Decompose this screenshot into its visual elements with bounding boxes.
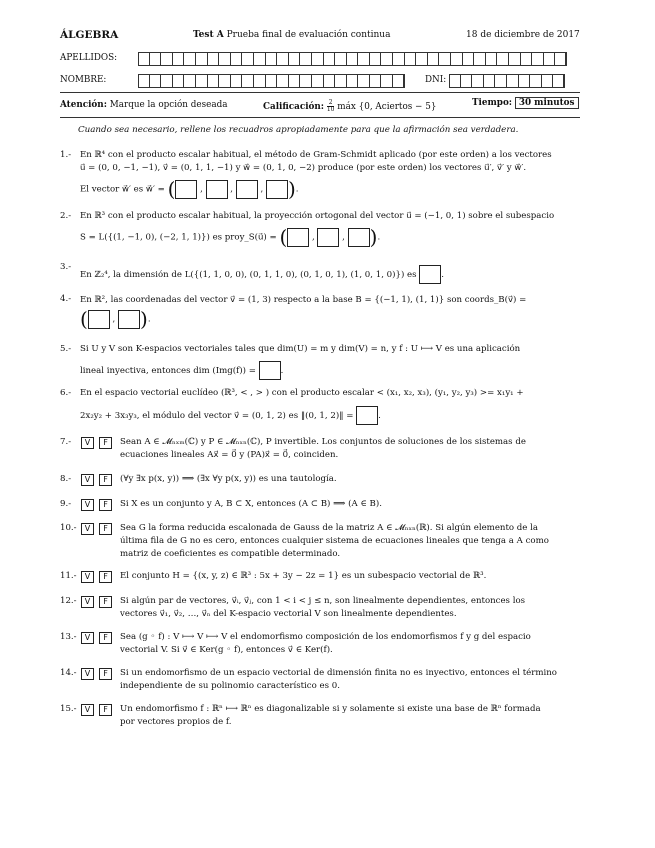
answer-line: ( , ). xyxy=(80,307,151,331)
question-text: Sean A ∈ 𝓜ₙₓₘ(ℂ) y P ∈ 𝓜ₙₓₙ(ℂ), P invertible. Los conjuntos de soluciones de los sistemas de xyxy=(120,437,526,447)
true-box[interactable]: V xyxy=(81,499,94,511)
false-box[interactable]: F xyxy=(99,571,112,583)
instruction-text: Cuando sea necesario, rellene los recuadros apropiadamente para que la afirmación sea verdadera. xyxy=(78,125,519,135)
test-title xyxy=(193,30,390,42)
question-text: Si un endomorfismo de un espacio vectorial de dimensión finita no es inyectivo, entonces el término xyxy=(120,668,557,678)
answer-box[interactable] xyxy=(259,361,281,380)
question-3 xyxy=(60,262,580,288)
grade-formula: máx {0, Aciertos − 5} xyxy=(337,102,437,112)
question-6 xyxy=(60,388,580,428)
dni-label: DNI: xyxy=(425,75,447,85)
divider-bottom xyxy=(60,117,580,118)
question-text: En ℝ², las coordenadas del vector v⃗ = (1, 3) respecto a la base B = {(−1, 1), (1, 1)} son coords_B(v⃗) = xyxy=(80,295,527,305)
question-number: 13.- xyxy=(60,632,77,642)
answer-box[interactable] xyxy=(266,180,288,199)
question-text: ecuaciones lineales Ax⃗ = 0⃗ y (PA)x⃗ = 0⃗, coinciden. xyxy=(120,450,339,460)
answer-line: El vector w⃗′ es w⃗′ = ( , , , ). xyxy=(80,177,299,201)
answer-box[interactable] xyxy=(317,228,339,247)
question-text: Si U y V son K-espacios vectoriales tales que dim(U) = m y dim(V) = n, y f : U ⟼ V es una aplicación xyxy=(80,344,521,354)
answer-line: 2x₂y₂ + 3x₃y₃, el módulo del vector v⃗ = (0, 1, 2) es ‖(0, 1, 2)‖ = . xyxy=(80,406,580,425)
question-text: (∀y ∃x p(x, y)) ⟹ (∃x ∀y p(x, y)) es una tautología. xyxy=(120,474,337,484)
question-number: 12.- xyxy=(60,596,77,606)
answer-line: En ℤ₂⁴, la dimensión de L({(1, 1, 0, 0), (0, 1, 1, 0), (0, 1, 0, 1), (1, 0, 1, 0)}) es . xyxy=(80,265,580,284)
divider-top xyxy=(60,92,580,93)
question-number: 7.- xyxy=(60,437,72,447)
true-box[interactable]: V xyxy=(81,704,94,716)
question-text: por vectores propios de f. xyxy=(120,717,232,727)
question-number: 5.- xyxy=(60,344,72,354)
question-11 xyxy=(60,571,580,587)
question-number: 4.- xyxy=(60,294,72,304)
question-text: 2x₂y₂ + 3x₃y₃, el módulo del vector v⃗ = (0, 1, 2) es ‖(0, 1, 2)‖ = xyxy=(80,411,354,421)
false-box[interactable]: F xyxy=(99,523,112,535)
question-number: 6.- xyxy=(60,388,72,398)
question-text: matriz de coeficientes es compatible determinado. xyxy=(120,549,341,559)
question-text: Un endomorfismo f : ℝⁿ ⟼ ℝⁿ es diagonalizable si y solamente si existe una base de ℝⁿ formada xyxy=(120,704,541,714)
question-text: independiente de su polinomio característico es 0. xyxy=(120,681,340,691)
question-10 xyxy=(60,523,580,563)
question-text: El conjunto H = {(x, y, z) ∈ ℝ³ : 5x + 3y − 2z = 1} es un subespacio vectorial de ℝ³. xyxy=(120,571,487,581)
apellidos-label: APELLIDOS: xyxy=(60,53,118,63)
nombre-label: NOMBRE: xyxy=(60,75,107,85)
attention xyxy=(60,100,227,111)
question-text: S = L({(1, −1, 0), (−2, 1, 1)}) es proy_S(u⃗) = xyxy=(80,232,277,243)
false-box[interactable]: F xyxy=(99,668,112,680)
question-text: En ℝ³ con el producto escalar habitual, la proyección ortogonal del vector u⃗ = (−1, 0, 1) sobre el subespacio xyxy=(80,211,555,221)
answer-line: S = L({(1, −1, 0), (−2, 1, 1)}) es proy_S(u⃗) = ( , , ). xyxy=(80,225,381,249)
question-text: vectorial V. Si v⃗ ∈ Ker(g ◦ f), entonces v⃗ ∈ Ker(f). xyxy=(120,645,333,655)
question-12 xyxy=(60,596,580,624)
question-text: Si algún par de vectores, v⃗ᵢ, v⃗ⱼ, con 1 < i < j ≤ n, son linealmente dependientes, entonces los xyxy=(120,596,526,606)
test-subtitle: Prueba final de evaluación continua xyxy=(226,30,391,40)
question-text: El vector w⃗′ es w⃗′ = xyxy=(80,184,165,195)
question-7 xyxy=(60,437,580,465)
question-number: 2.- xyxy=(60,211,72,221)
false-box[interactable]: F xyxy=(99,474,112,486)
exam-date: 18 de diciembre de 2017 xyxy=(466,30,580,40)
question-2 xyxy=(60,211,580,255)
question-text: En ℝ⁴ con el producto escalar habitual, el método de Gram-Schmidt aplicado (por este orden) a los vectores xyxy=(80,150,552,160)
question-text: Si X es un conjunto y A, B ⊂ X, entonces (A ⊂ B) ⟹ (A ∈ B). xyxy=(120,499,382,509)
question-number: 15.- xyxy=(60,704,77,714)
question-5 xyxy=(60,344,580,380)
grade xyxy=(263,100,436,113)
answer-line: lineal inyectiva, entonces dim (Img(f)) = . xyxy=(80,361,580,380)
answer-box[interactable] xyxy=(175,180,197,199)
question-text: En el espacio vectorial euclídeo (ℝ³, < , > ) con el producto escalar < (x₁, x₂, x₃), (y₁, y₂, y₃) >= x₁y₁ + xyxy=(80,388,524,398)
time-label: Tiempo: xyxy=(472,98,513,108)
apellidos-input-grid[interactable] xyxy=(138,52,567,66)
question-number: 8.- xyxy=(60,474,72,484)
answer-box[interactable] xyxy=(419,265,441,284)
question-text: En ℤ₂⁴, la dimensión de L({(1, 1, 0, 0), (0, 1, 1, 0), (0, 1, 0, 1), (1, 0, 1, 0)}) es xyxy=(80,270,417,280)
question-number: 11.- xyxy=(60,571,77,581)
grade-fraction: $\frac{2}{10}$ xyxy=(326,99,335,113)
true-box[interactable]: V xyxy=(81,437,94,449)
time xyxy=(472,98,579,109)
true-box[interactable]: V xyxy=(81,474,94,486)
false-box[interactable]: F xyxy=(99,704,112,716)
question-8 xyxy=(60,474,580,490)
answer-box[interactable] xyxy=(88,310,110,329)
question-9 xyxy=(60,499,580,515)
question-number: 3.- xyxy=(60,262,72,272)
false-box[interactable]: F xyxy=(99,437,112,449)
true-box[interactable]: V xyxy=(81,596,94,608)
question-13 xyxy=(60,632,580,660)
true-box[interactable]: V xyxy=(81,523,94,535)
true-box[interactable]: V xyxy=(81,571,94,583)
answer-box[interactable] xyxy=(236,180,258,199)
question-number: 14.- xyxy=(60,668,77,678)
question-14 xyxy=(60,668,580,696)
attention-text: Marque la opción deseada xyxy=(109,100,228,110)
question-text: lineal inyectiva, entonces dim (Img(f)) = xyxy=(80,366,256,376)
question-number: 1.- xyxy=(60,150,72,160)
question-text: u⃗ = (0, 0, −1, −1), v⃗ = (0, 1, 1, −1) y w⃗ = (0, 1, 0, −2) produce (por este orden) los vectores u⃗′, v⃗′ y w⃗′. xyxy=(80,163,527,173)
answer-box[interactable] xyxy=(206,180,228,199)
answer-box[interactable] xyxy=(118,310,140,329)
question-number: 10.- xyxy=(60,523,77,533)
question-1 xyxy=(60,150,580,206)
grade-label: Calificación: xyxy=(263,102,325,112)
attention-label: Atención: xyxy=(60,100,107,110)
test-id: Test A xyxy=(193,30,224,40)
question-text: vectores v⃗₁, v⃗₂, …, v⃗ₙ del K-espacio vectorial V son linealmente dependientes. xyxy=(120,609,457,619)
answer-box[interactable] xyxy=(348,228,370,247)
question-4 xyxy=(60,294,580,336)
question-text: Sea G la forma reducida escalonada de Gauss de la matriz A ∈ 𝓜ₙₓₙ(ℝ). Si algún elemento de la xyxy=(120,523,538,533)
false-box[interactable]: F xyxy=(99,499,112,511)
answer-box[interactable] xyxy=(287,228,309,247)
time-value: 30 minutos xyxy=(515,97,579,109)
answer-box[interactable] xyxy=(356,406,378,425)
true-box[interactable]: V xyxy=(81,632,94,644)
question-text: Sea (g ◦ f) : V ⟼ V ⟼ V el endomorfismo composición de los endomorfismos f y g del espacio xyxy=(120,632,531,642)
question-number: 9.- xyxy=(60,499,72,509)
dni-input-grid[interactable] xyxy=(449,74,565,88)
subject-title: ÁLGEBRA xyxy=(60,29,119,41)
nombre-input-grid[interactable] xyxy=(138,74,405,88)
false-box[interactable]: F xyxy=(99,632,112,644)
question-15 xyxy=(60,704,580,732)
question-text: última fila de G no es cero, entonces cualquier sistema de ecuaciones lineales que tenga a A como xyxy=(120,536,549,546)
false-box[interactable]: F xyxy=(99,596,112,608)
true-box[interactable]: V xyxy=(81,668,94,680)
